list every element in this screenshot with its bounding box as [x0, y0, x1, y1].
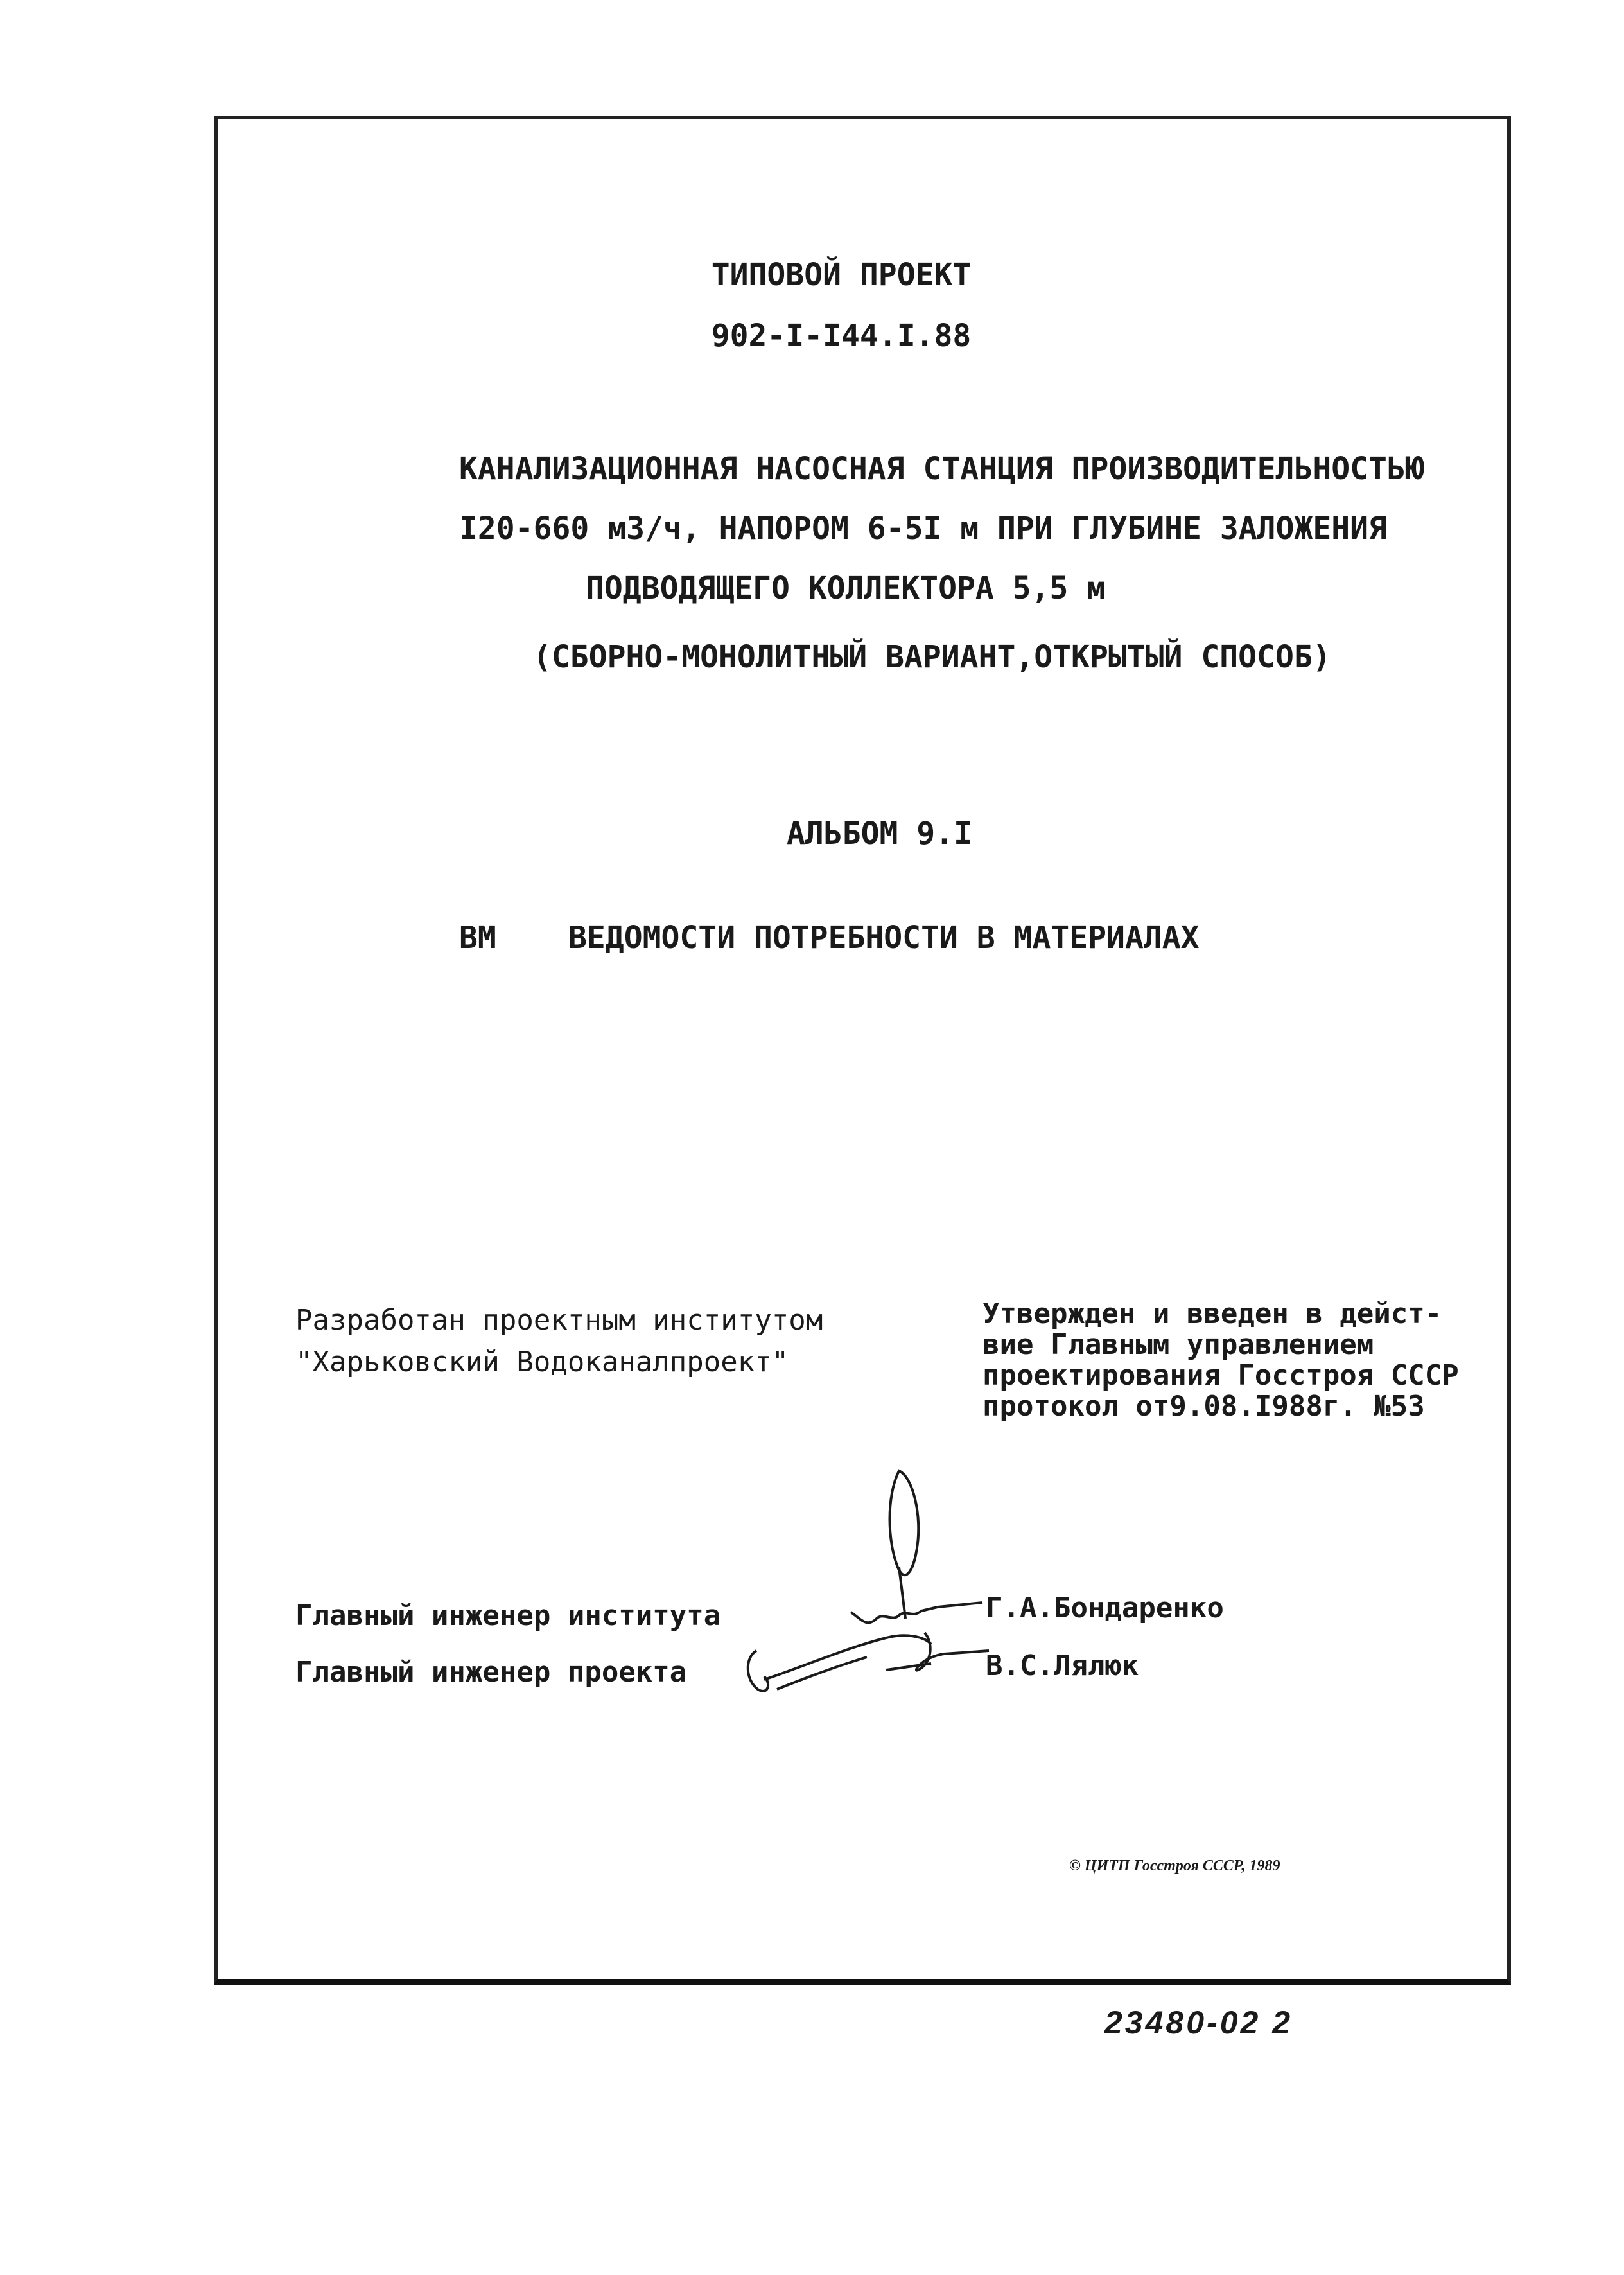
- signatory-name-1: Г.А.Бондаренко: [986, 1592, 1224, 1624]
- title-line-4: (СБОРНО-МОНОЛИТНЫЙ ВАРИАНТ,ОТКРЫТЫЙ СПОСОБ): [533, 639, 1331, 675]
- album-name: ВЕДОМОСТИ ПОТРЕБНОСТИ В МАТЕРИАЛАХ: [568, 920, 1200, 956]
- approval-line-1: Утвержден и введен в дейст-: [982, 1297, 1442, 1330]
- developer-line-2: "Харьковский Водоканалпроект": [295, 1346, 789, 1378]
- handwritten-signature: [738, 1458, 1034, 1715]
- signatory-role-1: Главный инженер института: [295, 1599, 721, 1632]
- copyright-notice: © ЦИТП Госстроя СССР, 1989: [1069, 1858, 1280, 1874]
- document-number: 23480-02 2: [1104, 2005, 1293, 2041]
- album-code: ВМ: [459, 920, 496, 956]
- approval-line-2: вие Главным управлением: [982, 1328, 1374, 1361]
- title-line-3: ПОДВОДЯЩЕГО КОЛЛЕКТОРА 5,5 м: [586, 570, 1106, 606]
- approval-line-4: протокол от9.08.I988г. №53: [982, 1390, 1425, 1423]
- signatory-name-2: В.С.Лялюк: [986, 1649, 1139, 1682]
- title-line-2: I20-660 м3/ч, НАПОРОМ 6-5I м ПРИ ГЛУБИНЕ ЗАЛОЖЕНИЯ: [459, 511, 1387, 547]
- signatory-role-2: Главный инженер проекта: [295, 1656, 687, 1689]
- album-label: АЛЬБОМ 9.I: [787, 816, 972, 852]
- approval-line-3: проектирования Госстроя СССР: [982, 1359, 1459, 1392]
- developer-line-1: Разработан проектным институтом: [295, 1304, 823, 1337]
- project-type: ТИПОВОЙ ПРОЕКТ: [711, 257, 972, 293]
- title-line-1: КАНАЛИЗАЦИОННАЯ НАСОСНАЯ СТАНЦИЯ ПРОИЗВОДИТЕЛЬНОСТЬЮ: [459, 451, 1424, 487]
- project-code: 902-I-I44.I.88: [711, 318, 972, 354]
